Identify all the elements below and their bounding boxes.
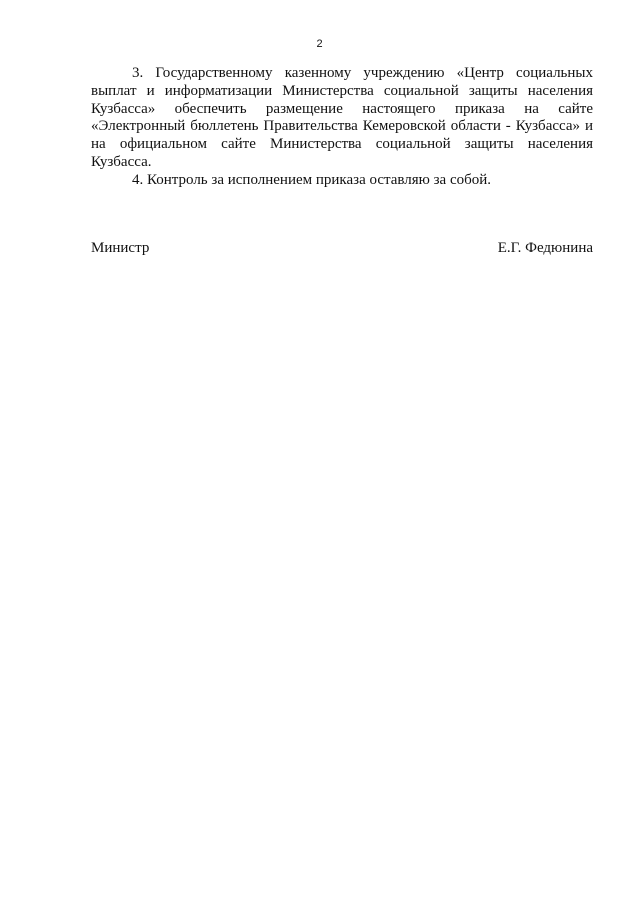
paragraph-3: 3. Государственному казенному учреждению «Центр социальных выплат и информатизации Министерства социальной защиты населения Кузбасса» обеспечить размещение настоящего приказа на сайте «Электронный бюллетень Правительства Кемеровской области - Кузбасса» и на официальном сайте Министерства социальной защиты населения Кузбасса. [91,65,593,170]
paragraph-4: 4. Контроль за исполнением приказа оставляю за собой. [132,171,492,188]
signatory-position: Министр [91,240,150,256]
signature-block [91,239,593,257]
document-body [91,65,593,190]
signatory-name: Е.Г. Федюнина [497,240,593,256]
page-number: 2 [316,38,323,50]
